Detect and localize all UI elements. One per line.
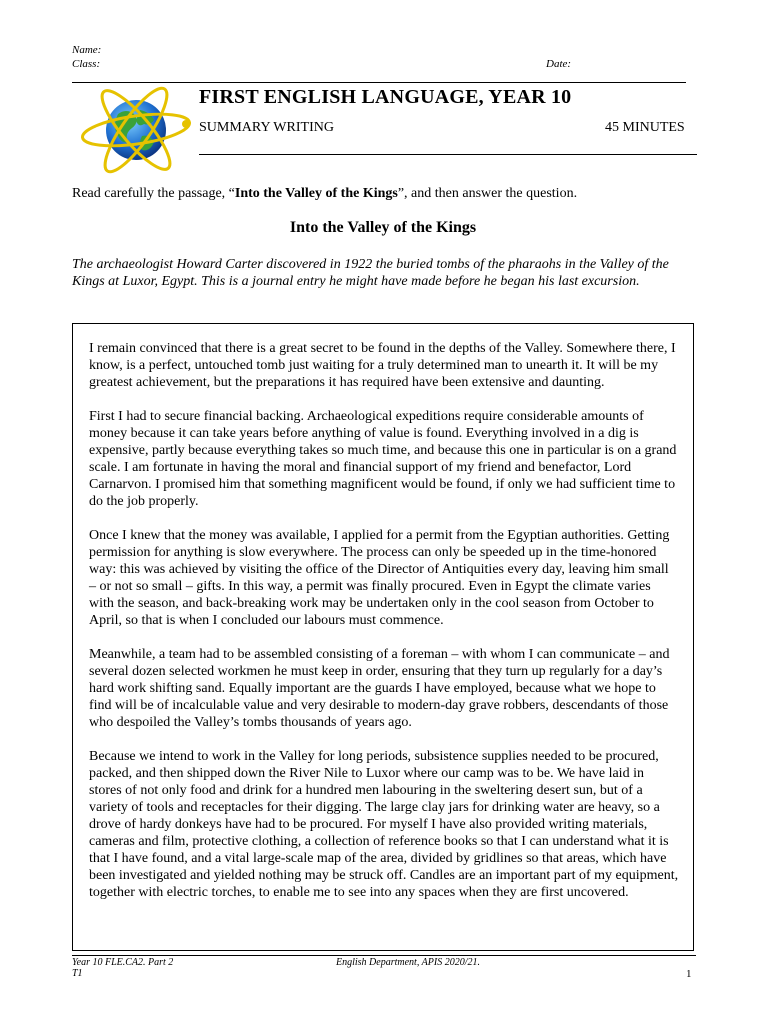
instruction <box>72 186 702 202</box>
passage-paragraph: First I had to secure financial backing. Archaeological expeditions require considerable amounts of money because it can take years before anything of value is found. Everything involved in a dig is expensive, partly because everything takes so much time, and because this one in particular is on a grand scale. I am fortunate in having the moral and financial support of my friend and benefactor, Lord Carnarvon. I promised him that something magnificent would be found, if only we had sufficient time to do the job properly. <box>89 409 677 509</box>
footer-left-line2: T1 <box>72 968 83 979</box>
subtitle-left: SUMMARY WRITING <box>199 120 334 135</box>
page-title: FIRST ENGLISH LANGUAGE, YEAR 10 <box>199 86 572 108</box>
class-label: Class: <box>72 58 101 70</box>
instruction-after: ”, and then answer the question. <box>397 186 578 201</box>
globe-atom-icon <box>76 84 194 174</box>
instruction-before: Read carefully the passage, “ <box>72 186 235 201</box>
name-label: Name: <box>72 44 102 56</box>
date-label: Date: <box>546 58 572 70</box>
footer-center: English Department, APIS 2020/21. <box>336 957 480 968</box>
passage-paragraph: Because we intend to work in the Valley for long periods, subsistence supplies needed to be procured, packed, and then shipped down the River Nile to Luxor where our camp was to be. We have laid in stores of not only food and drink for a hundred men labouring in the sweltering desert sun, but of a variety of tools and receptacles for their digging. The large clay jars for drinking water are heavy, so a drove of hardy donkeys have had to be procured. For myself I have also provided writing materials, cameras and film, protective clothing, a collection of reference books so that I can understand what it is that I have found, and a vital large-scale map of the area, divided by gridlines so that areas, which have been investigated and yielded nothing may be struck off. Candles are an important part of my equipment, together with electric torches, to enable me to see into any spaces when they are first uncovered. <box>89 749 679 900</box>
passage-paragraph: I remain convinced that there is a great secret to be found in the depths of the Valley. Somewhere there, I know, is a perfect, untouched tomb just waiting for a truly determined man to unearth it. It will be my greatest achievement, but the preparations it has required have been extensive and daunting. <box>89 341 676 390</box>
header-rule-top <box>72 82 686 83</box>
header-rule-bottom <box>199 154 697 155</box>
instruction-passage-name: Into the Valley of the Kings <box>234 186 398 201</box>
page-number: 1 <box>686 968 692 980</box>
passage-intro: The archaeologist Howard Carter discovered in 1922 the buried tombs of the pharaohs in the Valley of the Kings at Luxor, Egypt. This is a journal entry he might have made before he began his last excursion. <box>72 257 669 289</box>
footer-left-line1: Year 10 FLE.CA2. Part 2 <box>72 957 174 968</box>
footer-rule <box>72 955 696 956</box>
passage-title: Into the Valley of the Kings <box>289 219 477 236</box>
subtitle-right: 45 MINUTES <box>605 120 685 135</box>
passage-paragraph: Once I knew that the money was available, I applied for a permit from the Egyptian authorities. Getting permission for anything is slow everywhere. The process can only be speeded up in the time-honored way: this was achieved by visiting the office of the Director of Antiquities every day, leaving him small – or not so small – gifts. In this way, a permit was finally procured. Even in Egypt the climate varies with the season, and back-breaking work may be undertaken only in the cool season from October to April, so that is when I concluded our labours must commence. <box>89 528 670 628</box>
passage-box <box>72 323 694 951</box>
passage-paragraph: Meanwhile, a team had to be assembled consisting of a foreman – with whom I can communicate – and several dozen selected workmen he must keep in order, ensuring that they turn up regularly for a day’s hard work shifting sand. Equally important are the guards I have employed, because what we hope to find will be of incalculable value and very desirable to modern-day grave robbers, descendants of those who despoiled the Valley’s tombs thousands of years ago. <box>89 647 670 730</box>
